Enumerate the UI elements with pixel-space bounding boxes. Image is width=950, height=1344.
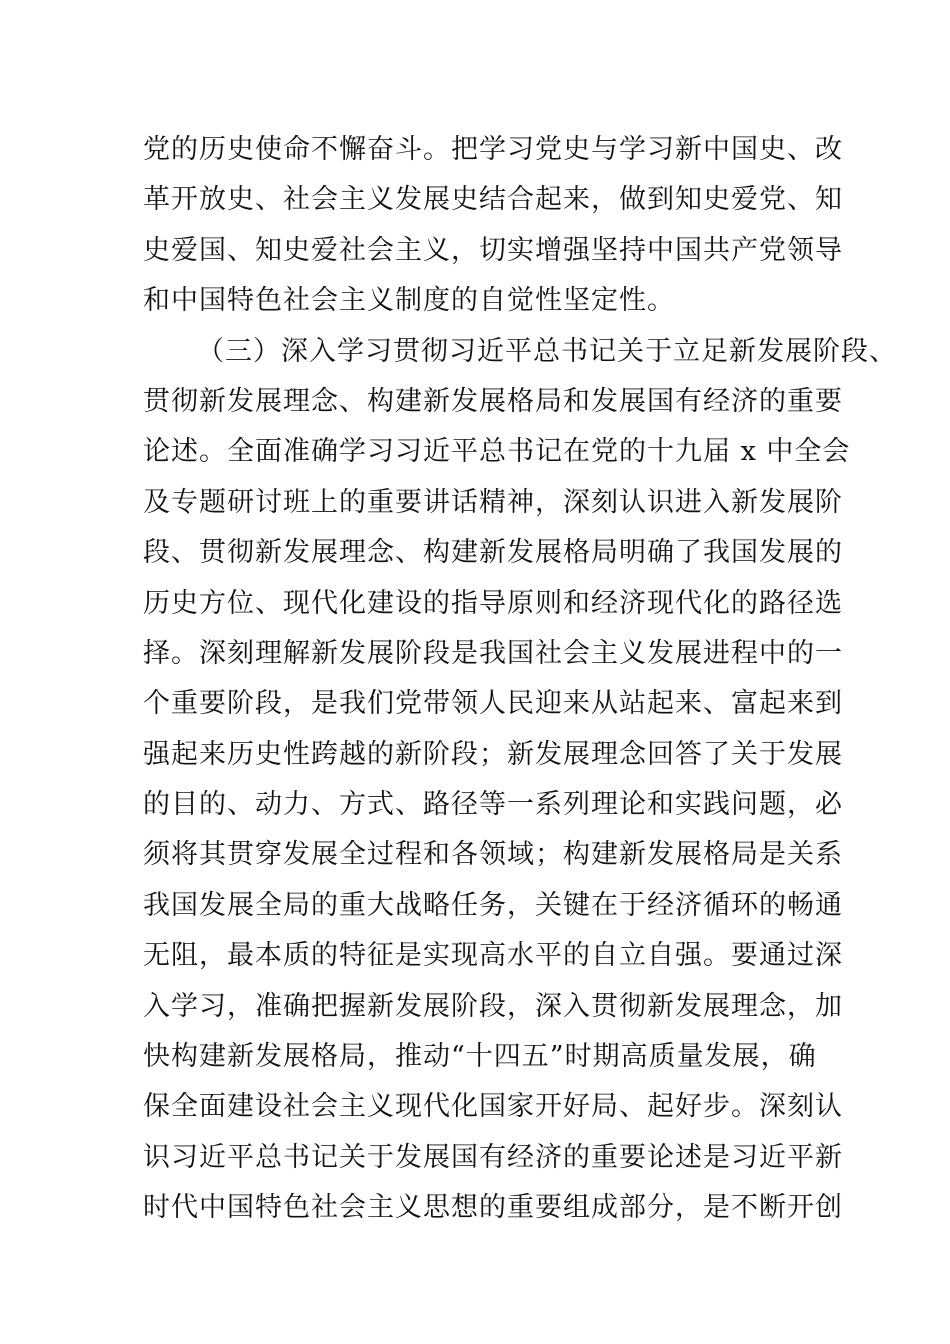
text-line: 择。深刻理解新发展阶段是我国社会主义发展进程中的一 (143, 637, 843, 669)
text-line: 和中国特色社会主义制度的自觉性坚定性。 (143, 285, 675, 317)
text-line: 我国发展全局的重大战略任务，关键在于经济循环的畅通 (143, 889, 843, 921)
text-line: 历史方位、现代化建设的指导原则和经济现代化的路径选 (143, 587, 843, 619)
text-line: 入学习，准确把握新发展阶段，深入贯彻新发展理念，加 (143, 990, 843, 1022)
text-line: 个重要阶段，是我们党带领人民迎来从站起来、富起来到 (143, 688, 843, 720)
text-line: 须将其贯穿发展全过程和各领域；构建新发展格局是关系 (143, 839, 843, 871)
section-heading-line: （三）深入学习贯彻习近平总书记关于立足新发展阶段、 (197, 335, 897, 367)
text-line: 贯彻新发展理念、构建新发展格局和发展国有经济的重要 (143, 385, 843, 417)
text-line: 史爱国、知史爱社会主义，切实增强坚持中国共产党领导 (143, 234, 843, 266)
text-line: 及专题研讨班上的重要讲话精神，深刻认识进入新发展阶 (143, 486, 843, 518)
text-line: 快构建新发展格局，推动“十四五”时期高质量发展，确 (143, 1041, 817, 1073)
text-line: 时代中国特色社会主义思想的重要组成部分，是不断开创 (143, 1192, 843, 1224)
text-line: 无阻，最本质的特征是实现高水平的自立自强。要通过深 (143, 940, 843, 972)
text-line: 的目的、动力、方式、路径等一系列理论和实践问题，必 (143, 789, 843, 821)
text-line: 革开放史、社会主义发展史结合起来，做到知史爱党、知 (143, 184, 843, 216)
document-body (143, 125, 897, 1234)
text-line: 保全面建设社会主义现代化国家开好局、起好步。深刻认 (143, 1091, 843, 1123)
text-line: 强起来历史性跨越的新阶段；新发展理念回答了关于发展 (143, 738, 843, 770)
text-line: 论述。全面准确学习习近平总书记在党的十九届 x 中全会 (143, 436, 851, 468)
text-line: 党的历史使命不懈奋斗。把学习党史与学习新中国史、改 (143, 134, 843, 165)
text-line: 段、贯彻新发展理念、构建新发展格局明确了我国发展的 (143, 537, 843, 569)
text-line: 识习近平总书记关于发展国有经济的重要论述是习近平新 (143, 1141, 843, 1173)
